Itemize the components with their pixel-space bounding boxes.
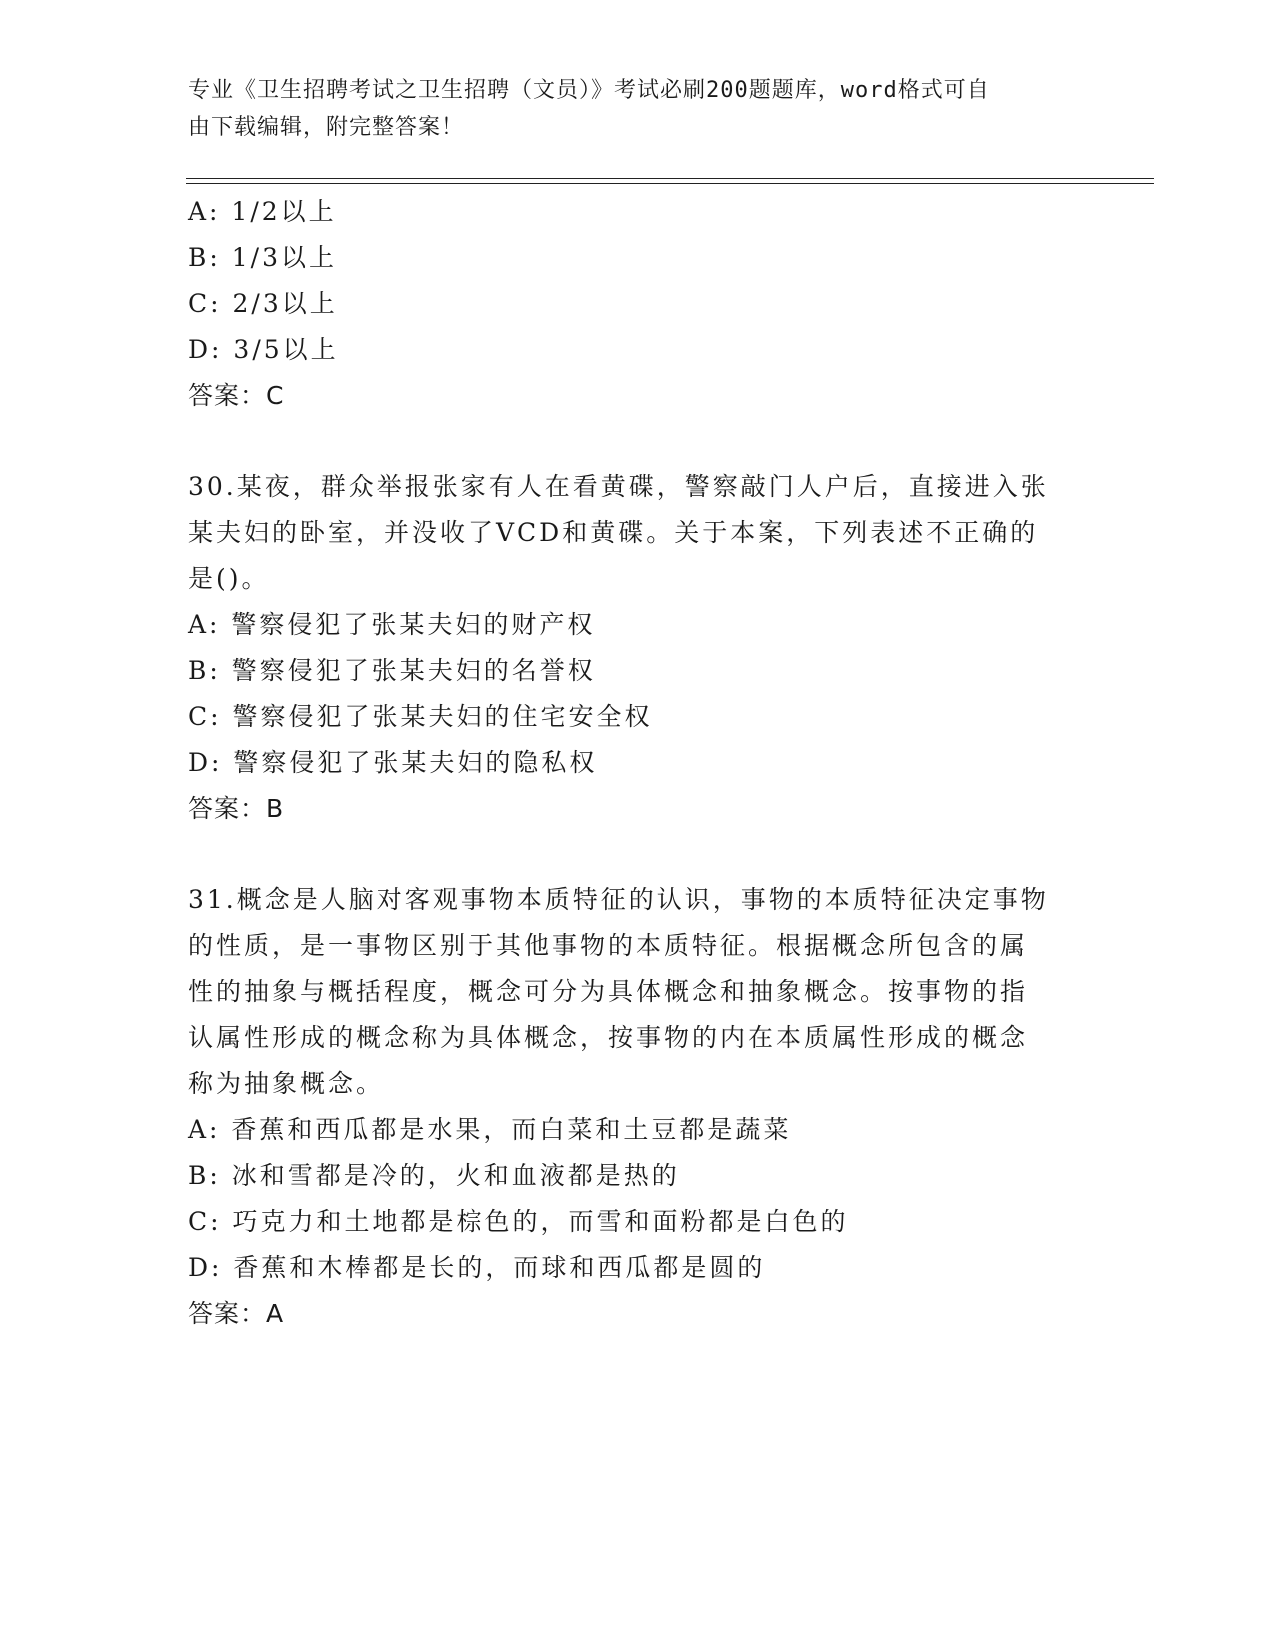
- page-header: [188, 72, 1068, 146]
- option-a: A: 1/2以上: [188, 197, 337, 226]
- option-b: B: 警察侵犯了张某夫妇的名誉权: [188, 656, 596, 685]
- question-stem-line: 是()。: [188, 564, 270, 593]
- question-stem-line: 30.某夜，群众举报张家有人在看黄碟，警察敲门人户后，直接进入张: [188, 472, 1049, 501]
- answer-line: 答案：B: [188, 794, 285, 823]
- question-stem-line: 31.概念是人脑对客观事物本质特征的认识，事物的本质特征决定事物: [188, 885, 1049, 914]
- header-divider-bottom: [186, 183, 1154, 184]
- option-b: B: 冰和雪都是冷的，火和血液都是热的: [188, 1161, 680, 1190]
- option-a: A: 警察侵犯了张某夫妇的财产权: [188, 610, 596, 639]
- option-c: C: 巧克力和土地都是棕色的，而雪和面粉都是白色的: [188, 1207, 849, 1236]
- question-stem-line: 的性质，是一事物区别于其他事物的本质特征。根据概念所包含的属: [188, 931, 1029, 960]
- question-stem-line: 称为抽象概念。: [188, 1069, 385, 1098]
- header-divider-top: [186, 178, 1154, 179]
- question-30: [188, 464, 1088, 832]
- option-d: D: 警察侵犯了张某夫妇的隐私权: [188, 748, 598, 777]
- header-line-1: 专业《卫生招聘考试之卫生招聘（文员）》考试必刷200题题库，word格式可自: [188, 78, 990, 103]
- question-29: [188, 189, 1088, 419]
- option-d: D: 3/5以上: [188, 335, 339, 364]
- answer-line: 答案：A: [188, 1299, 285, 1328]
- question-stem-line: 性的抽象与概括程度，概念可分为具体概念和抽象概念。按事物的指: [188, 977, 1029, 1006]
- option-c: C: 警察侵犯了张某夫妇的住宅安全权: [188, 702, 653, 731]
- question-stem-line: 认属性形成的概念称为具体概念，按事物的内在本质属性形成的概念: [188, 1023, 1029, 1052]
- option-d: D: 香蕉和木棒都是长的，而球和西瓜都是圆的: [188, 1253, 766, 1282]
- option-b: B: 1/3以上: [188, 243, 337, 272]
- answer-line: 答案：C: [188, 381, 285, 410]
- spacer: [188, 419, 1088, 464]
- option-a: A: 香蕉和西瓜都是水果，而白菜和土豆都是蔬菜: [188, 1115, 792, 1144]
- option-c: C: 2/3以上: [188, 289, 338, 318]
- header-line-2: 由下载编辑，附完整答案！: [188, 115, 465, 140]
- spacer: [188, 832, 1088, 877]
- question-31: [188, 877, 1088, 1337]
- question-content: [188, 189, 1088, 1337]
- question-stem-line: 某夫妇的卧室，并没收了VCD和黄碟。关于本案，下列表述不正确的: [188, 518, 1039, 547]
